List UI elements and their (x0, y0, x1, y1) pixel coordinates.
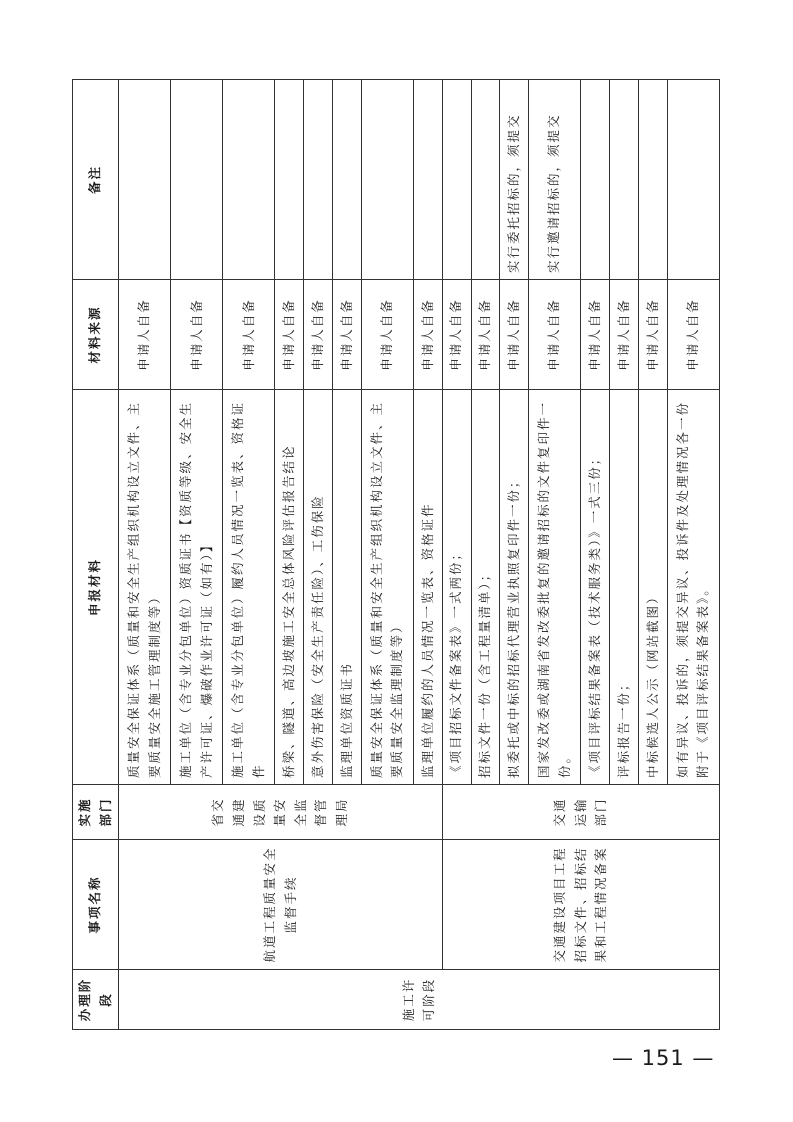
material-cell: 质量安全保证体系（质量和安全生产组织机构设立文件、主要质量安全监理制度等） (361, 390, 413, 785)
source-cell: 申请人自备 (442, 280, 471, 390)
source-cell: 申请人自备 (413, 280, 442, 390)
material-cell: 中标候选人公示（网站截图） (638, 390, 667, 785)
note-cell (304, 80, 333, 280)
material-cell: 招标文件一份（含工程量清单）； (471, 390, 500, 785)
material-cell: 意外伤害保险（安全生产责任险）、工伤保险 (304, 390, 333, 785)
source-cell: 申请人自备 (304, 280, 333, 390)
material-cell: 桥梁、隧道、高边坡施工安全总体风险评估报告结论 (275, 390, 304, 785)
note-cell (333, 80, 362, 280)
material-cell: 拟委托或中标的招标代理营业执照复印件一份； (500, 390, 529, 785)
material-cell: 国家发改委或湖南省发改委批复的邀请招标的文件复印件一份。 (529, 390, 581, 785)
note-cell (610, 80, 639, 280)
source-cell: 申请人自备 (610, 280, 639, 390)
item-cell-group1: 航道工程质量安全监督手续 (119, 840, 443, 970)
note-cell (638, 80, 667, 280)
note-cell (581, 80, 610, 280)
table-row (442, 80, 471, 1030)
source-cell: 申请人自备 (500, 280, 529, 390)
source-cell: 申请人自备 (638, 280, 667, 390)
note-cell (667, 80, 719, 280)
dept-cell-group2: 交通运输部门 (442, 785, 719, 840)
stage-cell: 施工许可阶段 (119, 970, 720, 1030)
header-item: 事项名称 (73, 840, 119, 970)
note-cell: 实行委托招标的，须提交 (500, 80, 529, 280)
item-cell-group2: 交通建设项目工程招标文件、招标结果和工程情况备案 (442, 840, 719, 970)
material-cell: 评标报告一份； (610, 390, 639, 785)
material-cell: 《项目评标结果备案表（技术服务类）》一式三份； (581, 390, 610, 785)
note-cell (413, 80, 442, 280)
source-cell: 申请人自备 (581, 280, 610, 390)
note-cell: 实行邀请招标的，须提交 (529, 80, 581, 280)
header-material: 申报材料 (73, 390, 119, 785)
header-source: 材料来源 (73, 280, 119, 390)
source-cell: 申请人自备 (171, 280, 223, 390)
header-dept: 实施部门 (73, 785, 119, 840)
header-stage: 办理阶段 (73, 970, 119, 1030)
rotated-table-wrapper (72, 80, 720, 1030)
material-cell: 质量安全保证体系（质量和安全生产组织机构设立文件、主要质量安全施工管理制度等） (119, 390, 171, 785)
source-cell: 申请人自备 (275, 280, 304, 390)
material-cell: 施工单位（含专业分包单位）资质证书【资质等级、安全生产许可证、爆破作业许可证（如有）】 (171, 390, 223, 785)
source-cell: 申请人自备 (667, 280, 719, 390)
page-number: — 151 — (612, 1046, 715, 1070)
material-cell: 监理单位履约的人员情况一览表、资格证件 (413, 390, 442, 785)
note-cell (223, 80, 275, 280)
note-cell (361, 80, 413, 280)
source-cell: 申请人自备 (223, 280, 275, 390)
table-row (119, 80, 171, 1030)
source-cell: 申请人自备 (529, 280, 581, 390)
material-cell: 《项目招标文件备案表》一式两份； (442, 390, 471, 785)
material-cell: 监理单位资质证书 (333, 390, 362, 785)
source-cell: 申请人自备 (471, 280, 500, 390)
note-cell (442, 80, 471, 280)
table-header-row (73, 80, 119, 1030)
note-cell (275, 80, 304, 280)
source-cell: 申请人自备 (333, 280, 362, 390)
note-cell (119, 80, 171, 280)
source-cell: 申请人自备 (119, 280, 171, 390)
material-cell: 施工单位（含专业分包单位）履约人员情况一览表、资格证件 (223, 390, 275, 785)
note-cell (471, 80, 500, 280)
note-cell (171, 80, 223, 280)
source-cell: 申请人自备 (361, 280, 413, 390)
header-note: 备注 (73, 80, 119, 280)
application-materials-table (72, 79, 720, 1030)
material-cell: 如有异议、投诉的，须提交异议、投诉件及处理情况各一份附于《项目评标结果备案表》。 (667, 390, 719, 785)
dept-cell-group1: 省交通建设质量安全监督管理局 (119, 785, 443, 840)
